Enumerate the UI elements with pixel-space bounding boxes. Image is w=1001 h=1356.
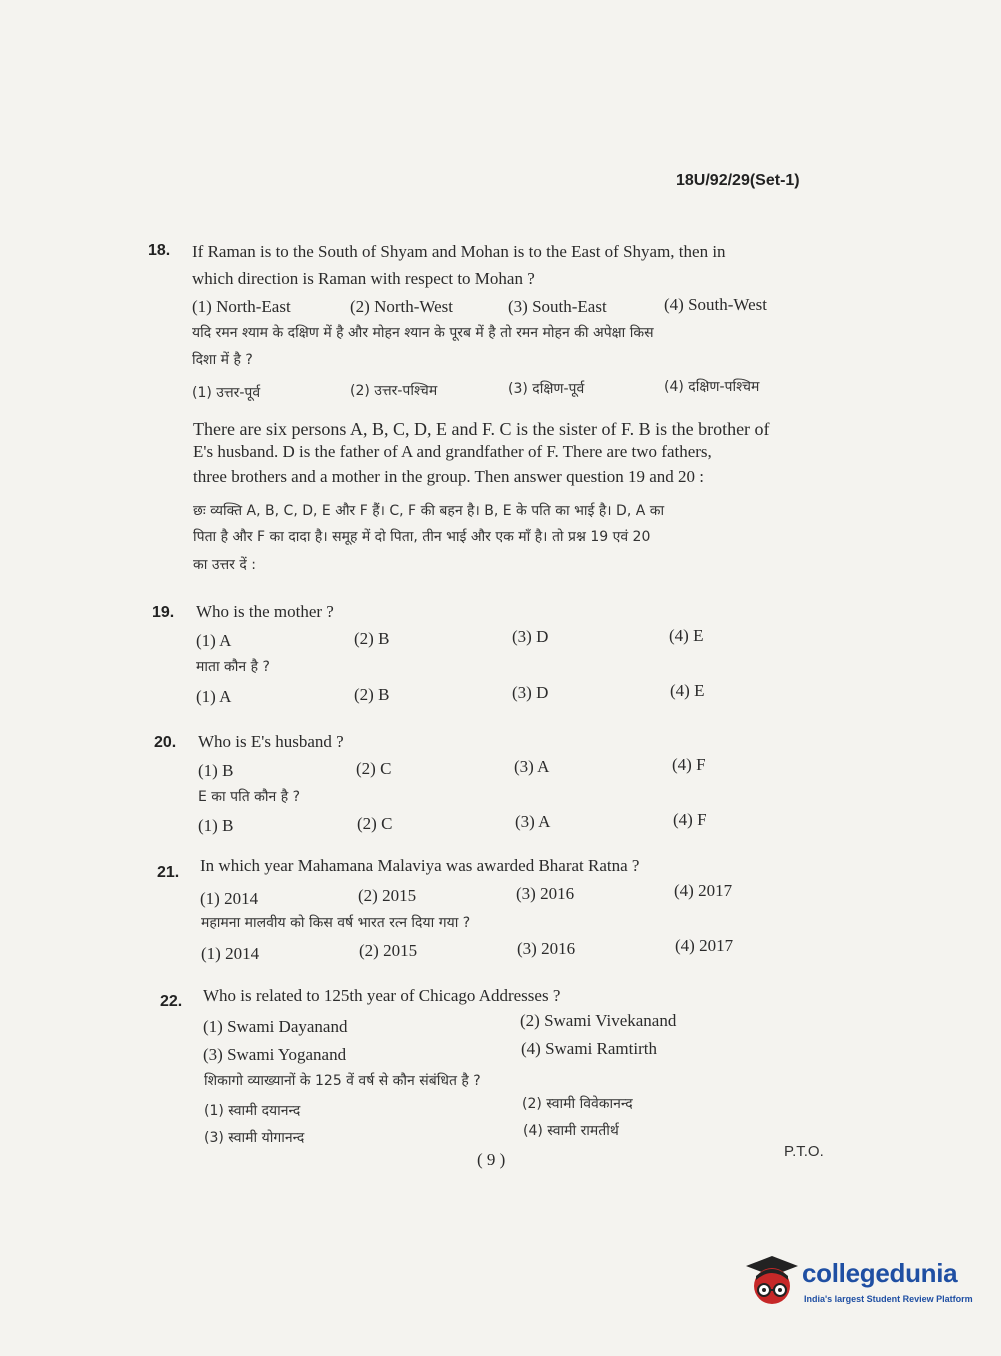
question-18-option-4: (4) South-West	[664, 295, 767, 314]
question-21-hindi-option-4: (4) 2017	[675, 936, 734, 955]
question-20-hindi-option-2: (2) C	[357, 814, 393, 833]
question-22-option-2: (2) Swami Vivekanand	[520, 1011, 677, 1030]
passage-line-1: There are six persons A, B, C, D, E and F. C is the sister of F. B is the brother of	[193, 419, 770, 439]
collegedunia-logo	[742, 1252, 982, 1314]
passage-hindi-line-3: का उत्तर दें :	[193, 557, 256, 573]
question-19-hindi-option-3: (3) D	[512, 683, 549, 702]
question-21-option-1: (1) 2014	[200, 889, 259, 908]
question-21-text: In which year Mahamana Malaviya was awarded Bharat Ratna ?	[200, 856, 640, 875]
question-19-hindi-text: माता कौन है ?	[196, 659, 270, 675]
question-20-option-2: (2) C	[356, 759, 392, 778]
question-18-hindi-line-1: यदि रमन श्याम के दक्षिण में है और मोहन श्यान के पूरब में है तो रमन मोहन की अपेक्षा किस	[192, 325, 654, 341]
question-22-option-3: (3) Swami Yoganand	[203, 1045, 347, 1064]
question-22-hindi-option-3: (3) स्वामी योगानन्द	[204, 1130, 305, 1146]
question-20-hindi-option-4: (4) F	[673, 810, 707, 829]
passage-hindi-line-1: छः व्यक्ति A, B, C, D, E और F हैं। C, F की बहन है। B, E के पति का भाई है। D, A का	[193, 503, 665, 519]
question-18-option-2: (2) North-West	[350, 297, 453, 316]
question-19-option-3: (3) D	[512, 627, 549, 646]
question-18-option-3: (3) South-East	[508, 297, 607, 316]
question-19-hindi-option-1: (1) A	[196, 687, 232, 706]
question-21-option-3: (3) 2016	[516, 884, 575, 903]
question-20-hindi-option-3: (3) A	[515, 812, 551, 831]
question-20-number: 20.	[154, 734, 177, 751]
question-22-number: 22.	[160, 993, 183, 1010]
question-19-option-1: (1) A	[196, 631, 232, 650]
question-22-hindi-option-4: (4) स्वामी रामतीर्थ	[523, 1123, 619, 1139]
passage-hindi-line-2: पिता है और F का दादा है। समूह में दो पिता, तीन भाई और एक माँ है। तो प्रश्न 19 एवं 20	[193, 529, 651, 545]
question-22-hindi-option-1: (1) स्वामी दयानन्द	[204, 1103, 301, 1119]
question-18-hindi-option-2: (2) उत्तर-पश्चिम	[350, 383, 438, 399]
question-22-option-4: (4) Swami Ramtirth	[521, 1039, 657, 1058]
passage-line-3: three brothers and a mother in the group. Then answer question 19 and 20 :	[193, 467, 704, 486]
question-20-hindi-text: E का पति कौन है ?	[198, 789, 301, 805]
question-19-number: 19.	[152, 604, 175, 621]
question-21-hindi-option-3: (3) 2016	[517, 939, 576, 958]
question-21-hindi-option-2: (2) 2015	[359, 941, 418, 960]
question-22-text: Who is related to 125th year of Chicago Addresses ?	[203, 986, 561, 1005]
question-22-hindi-text: शिकागो व्याख्यानों के 125 वें वर्ष से कौन संबंधित है ?	[204, 1073, 481, 1089]
question-19-option-4: (4) E	[669, 626, 704, 645]
question-21-hindi-text: महामना मालवीय को किस वर्ष भारत रत्न दिया गया ?	[201, 915, 471, 931]
question-18-hindi-option-1: (1) उत्तर-पूर्व	[192, 385, 261, 401]
passage-line-2: E's husband. D is the father of A and grandfather of F. There are two fathers,	[193, 442, 712, 461]
logo-tagline: India's largest Student Review Platform	[804, 1294, 973, 1304]
question-19-hindi-option-2: (2) B	[354, 685, 390, 704]
paper-code: 18U/92/29(Set-1)	[676, 172, 800, 189]
question-19-hindi-option-4: (4) E	[670, 681, 705, 700]
question-21-option-4: (4) 2017	[674, 881, 733, 900]
question-19-text: Who is the mother ?	[196, 602, 334, 621]
question-20-option-3: (3) A	[514, 757, 550, 776]
question-21-hindi-option-1: (1) 2014	[201, 944, 260, 963]
question-20-text: Who is E's husband ?	[198, 732, 344, 751]
question-18-hindi-option-4: (4) दक्षिण-पश्चिम	[664, 379, 760, 395]
question-18-option-1: (1) North-East	[192, 297, 291, 316]
question-22-hindi-option-2: (2) स्वामी विवेकानन्द	[522, 1096, 633, 1112]
page-number: ( 9 )	[477, 1150, 506, 1169]
question-18-hindi-line-2: दिशा में है ?	[192, 352, 253, 368]
pto-label: P.T.O.	[784, 1143, 824, 1160]
logo-wordmark: collegedunia	[802, 1258, 958, 1288]
question-21-option-2: (2) 2015	[358, 886, 417, 905]
question-18-hindi-option-3: (3) दक्षिण-पूर्व	[508, 381, 585, 397]
question-21-number: 21.	[157, 864, 180, 881]
question-18-number: 18.	[148, 242, 171, 259]
question-18-text-line-2: which direction is Raman with respect to Mohan ?	[192, 269, 535, 288]
question-20-option-1: (1) B	[198, 761, 234, 780]
question-18-text-line-1: If Raman is to the South of Shyam and Mohan is to the East of Shyam, then in	[192, 242, 726, 261]
question-22-option-1: (1) Swami Dayanand	[203, 1017, 348, 1036]
question-19-option-2: (2) B	[354, 629, 390, 648]
question-20-option-4: (4) F	[672, 755, 706, 774]
mascot-icon	[742, 1252, 800, 1310]
question-20-hindi-option-1: (1) B	[198, 816, 234, 835]
